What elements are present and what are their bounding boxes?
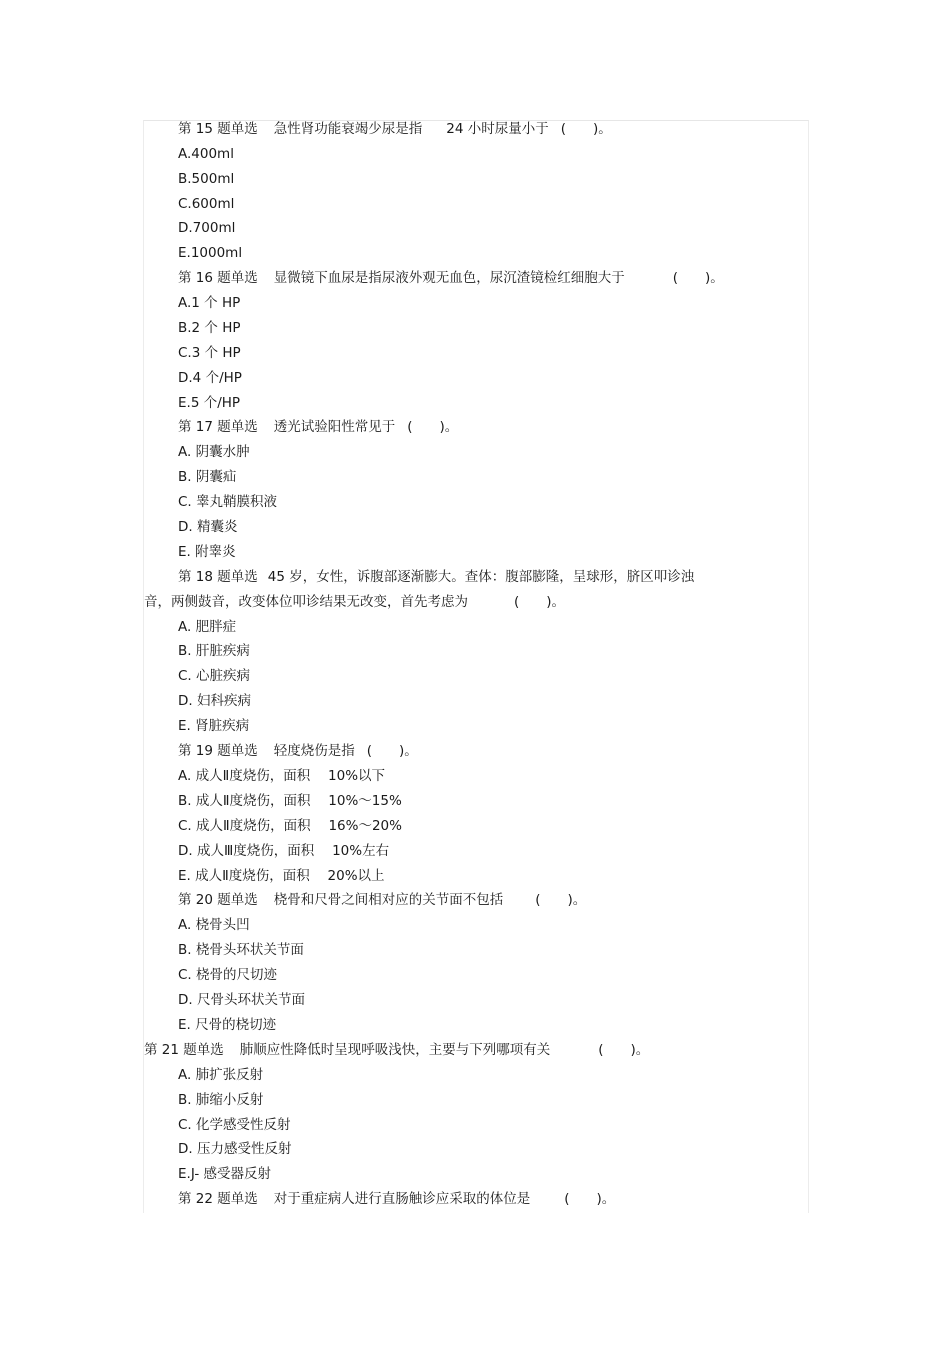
option-a: A. 桡骨头凹 [178, 917, 250, 933]
option-e: E.5 个/HP [178, 395, 241, 411]
question-19 [178, 742, 418, 760]
answer-blank: ( )。 [514, 594, 566, 610]
option-e: E.J- 感受器反射 [178, 1166, 271, 1182]
answer-blank: ( )。 [366, 743, 418, 759]
option-b: B.2 个 HP [178, 320, 241, 336]
option-c: C.600ml [178, 196, 235, 212]
question-number: 第 21 题 [144, 1042, 197, 1058]
question-21 [144, 1041, 649, 1059]
question-stem: 显微镜下血尿是指尿液外观无血色，尿沉渣镜检红细胞大于 [273, 270, 625, 286]
option-e: E. 肾脏疾病 [178, 718, 250, 734]
answer-blank: ( )。 [535, 892, 587, 908]
option-e: E. 附睾炎 [178, 544, 236, 560]
question-stem: 轻度烧伤是指 [273, 743, 355, 759]
question-number: 第 16 题 [178, 270, 231, 286]
answer-blank: ( )。 [407, 419, 459, 435]
question-stem: 桡骨和尺骨之间相对应的关节面不包括 [273, 892, 504, 908]
option-a: A. 成人Ⅱ度烧伤，面积 10%以下 [178, 768, 386, 784]
option-d: D. 尺骨头环状关节面 [178, 992, 305, 1008]
question-stem: 急性肾功能衰竭少尿是指 [273, 121, 423, 137]
question-15 [178, 120, 612, 138]
question-stem: 透光试验阳性常见于 [273, 419, 396, 435]
option-e: E.1000ml [178, 245, 243, 261]
question-stem-continued: 音，两侧鼓音，改变体位叩诊结果无改变，首先考虑为 [144, 594, 468, 610]
option-e: E. 尺骨的桡切迹 [178, 1017, 277, 1033]
option-a: A. 肥胖症 [178, 619, 237, 635]
option-d: D. 妇科疾病 [178, 693, 251, 709]
option-c: C. 睾丸鞘膜积液 [178, 494, 278, 510]
question-type: 单选 [230, 270, 258, 286]
question-type: 单选 [230, 1191, 258, 1207]
question-16 [178, 269, 724, 287]
answer-blank: ( )。 [560, 121, 612, 137]
question-number: 第 15 题 [178, 121, 231, 137]
option-b: B. 成人Ⅱ度烧伤，面积 10%～15% [178, 793, 402, 809]
option-c: C.3 个 HP [178, 345, 241, 361]
answer-blank: ( )。 [672, 270, 724, 286]
option-d: D.4 个/HP [178, 370, 242, 386]
question-stem: 对于重症病人进行直肠触诊应采取的体位是 [273, 1191, 531, 1207]
question-stem: 肺顺应性降低时呈现呼吸浅快，主要与下列哪项有关 [239, 1042, 551, 1058]
option-a: A. 肺扩张反射 [178, 1067, 264, 1083]
option-d: D.700ml [178, 220, 236, 236]
question-type: 单选 [196, 1042, 224, 1058]
question-number: 第 22 题 [178, 1191, 231, 1207]
option-d: D. 精囊炎 [178, 519, 238, 535]
question-number: 第 20 题 [178, 892, 231, 908]
question-number: 第 17 题 [178, 419, 231, 435]
option-b: B. 肺缩小反射 [178, 1092, 264, 1108]
question-type: 单选 [230, 419, 258, 435]
question-18 [178, 568, 694, 586]
option-c: C. 心脏疾病 [178, 668, 251, 684]
option-c: C. 成人Ⅱ度烧伤，面积 16%～20% [178, 818, 402, 834]
question-type: 单选 [230, 121, 258, 137]
question-18-continued [144, 593, 565, 611]
option-c: C. 化学感受性反射 [178, 1117, 291, 1133]
question-type: 单选 [230, 569, 258, 585]
option-b: B.500ml [178, 171, 235, 187]
option-b: B. 阴囊疝 [178, 469, 237, 485]
answer-blank: ( )。 [598, 1042, 650, 1058]
question-20 [178, 891, 586, 909]
option-a: A.1 个 HP [178, 295, 241, 311]
question-17 [178, 418, 458, 436]
option-b: B. 桡骨头环状关节面 [178, 942, 304, 958]
option-d: D. 成人Ⅲ度烧伤，面积 10%左右 [178, 843, 390, 859]
option-d: D. 压力感受性反射 [178, 1141, 292, 1157]
option-c: C. 桡骨的尺切迹 [178, 967, 278, 983]
question-number: 第 18 题 [178, 569, 231, 585]
option-e: E. 成人Ⅱ度烧伤，面积 20%以上 [178, 868, 385, 884]
option-a: A.400ml [178, 146, 234, 162]
question-number: 第 19 题 [178, 743, 231, 759]
option-b: B. 肝脏疾病 [178, 643, 250, 659]
question-stem-part: 24 小时尿量小于 [446, 121, 549, 137]
question-stem: 45 岁，女性，诉腹部逐渐膨大。查体：腹部膨隆，呈球形，脐区叩诊浊 [267, 569, 695, 585]
question-type: 单选 [230, 743, 258, 759]
answer-blank: ( )。 [564, 1191, 616, 1207]
option-a: A. 阴囊水肿 [178, 444, 250, 460]
question-22 [178, 1190, 615, 1208]
question-type: 单选 [230, 892, 258, 908]
